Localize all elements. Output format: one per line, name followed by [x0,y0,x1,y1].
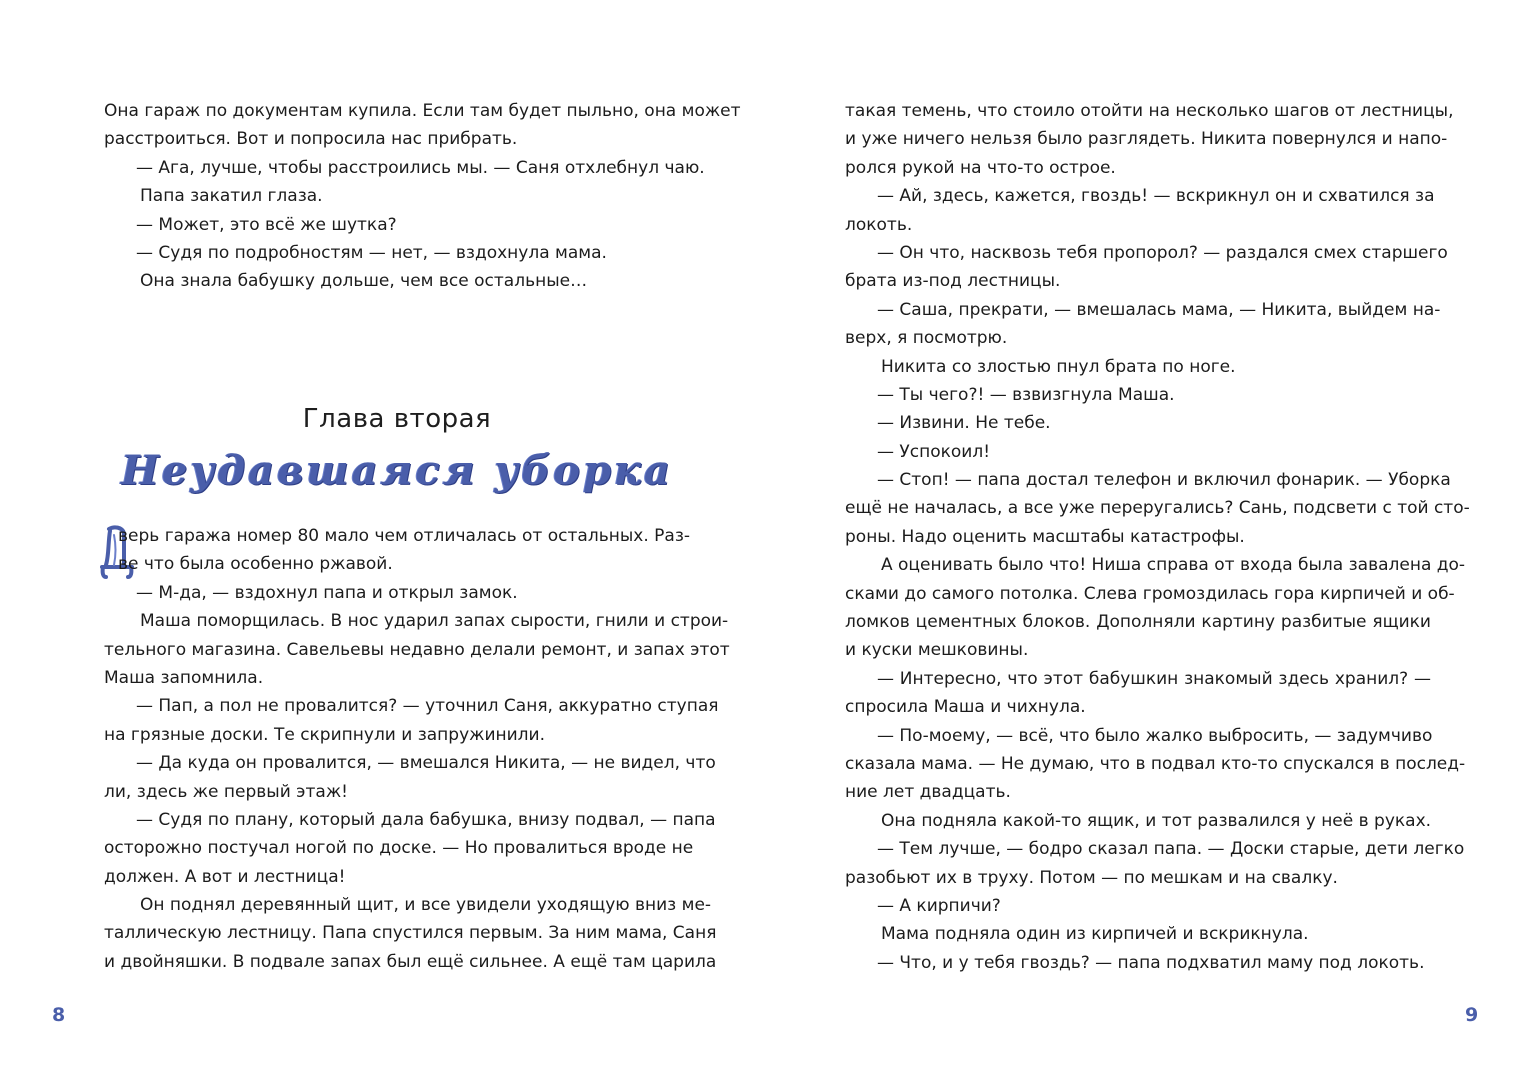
text-line: — Судя по подробностям — нет, — вздохнула мама. [136,242,607,263]
text-line: ролся рукой на что-то острое. [845,157,1116,178]
chapter-label: Глава вторая [302,404,492,434]
text-line: — Да куда он провалится, — вмешался Никита, — не видел, что [136,753,716,774]
text-line: — Тем лучше, — бодро сказал папа. — Доски старые, дети легко [877,839,1465,860]
text-line: ли, здесь же первый этаж! [104,781,348,802]
text-line: ве что была особенно ржавой. [118,554,393,575]
text-line: Она подняла какой-то ящик, и тот развалился у неё в руках. [881,810,1432,831]
text-line: спросила Маша и чихнула. [845,697,1086,718]
text-line: — А кирпичи? [877,895,1001,916]
text-line: Никита со злостью пнул брата по ноге. [881,356,1236,377]
text-line: такая темень, что стоило отойти на несколько шагов от лестницы, [845,101,1454,121]
text-line: Он поднял деревянный щит, и все увидели уходящую вниз ме- [140,895,712,916]
text-line: — Ага, лучше, чтобы расстроились мы. — Саня отхлебнул чаю. [136,157,705,178]
text-line: верх, я посмотрю. [845,328,1008,349]
text-line: осторожно постучал ногой по доске. — Но провалиться вроде не [104,838,694,859]
left-top-text [104,97,741,296]
text-line: тельного магазина. Савельевы недавно делали ремонт, и запах этот [104,639,730,660]
text-line: ние лет двадцать. [845,782,1011,803]
text-line: — Ай, здесь, кажется, гвоздь! — вскрикнул он и схватился за [877,186,1435,207]
text-line: — Успокоил! [877,441,991,462]
left-page [0,0,764,1080]
text-line: — Может, это всё же шутка? [136,214,397,235]
text-line: — Ты чего?! — взвизгнула Маша. [877,384,1175,405]
text-line: должен. А вот и лестница! [104,866,346,887]
text-line: — Он что, насквозь тебя пропорол? — раздался смех старшего [877,242,1448,263]
text-line: — Саша, прекрати, — вмешалась мама, — Никита, выйдем на- [877,299,1441,320]
text-line: локоть. [845,214,913,235]
text-line: — Судя по плану, который дала бабушка, внизу подвал, — папа [136,809,716,830]
text-line: Мама подняла один из кирпичей и вскрикнула. [881,924,1309,945]
chapter-title: Неудавшаяся уборка [121,447,673,494]
text-line: А оценивать было что! Ниша справа от входа была завалена до- [881,555,1466,576]
text-line: и двойняшки. В подвале запах был ещё сильнее. А ещё там царила [104,951,717,972]
text-line: расстроиться. Вот и попросила нас прибрать. [104,129,518,150]
text-line: разобьют их в труху. Потом — по мешкам и на свалку. [845,867,1338,888]
text-line: роны. Надо оценить масштабы катастрофы. [845,526,1245,547]
right-page [765,0,1529,1080]
text-line: верь гаража номер 80 мало чем отличалась от остальных. Раз- [118,526,690,546]
text-line: сками до самого потолка. Слева громоздилась гора кирпичей и об- [845,583,1455,604]
text-line: Она гараж по документам купила. Если там будет пыльно, она может [104,101,741,121]
text-line: Она знала бабушку дольше, чем все остальные… [140,271,588,292]
text-line: ломков цементных блоков. Дополняли картину разбитые ящики [845,612,1431,633]
text-line: — М-да, — вздохнул папа и открыл замок. [136,582,518,603]
text-line: сказала мама. — Не думаю, что в подвал кто-то спускался в послед- [845,753,1466,774]
text-line: — Стоп! — папа достал телефон и включил фонарик. — Уборка [877,470,1451,491]
text-line: на грязные доски. Те скрипнули и запружинили. [104,724,545,745]
text-line: — По-моему, — всё, что было жалко выбросить, — задумчиво [877,725,1433,746]
text-line: Маша запомнила. [104,667,264,688]
text-line: Папа закатил глаза. [140,186,323,207]
left-body-text [104,522,730,976]
text-line: ещё не началась, а все уже переругались? Сань, подсвети с той сто- [845,498,1470,519]
text-line: — Интересно, что этот бабушкин знакомый здесь хранил? — [877,668,1431,689]
page-number: 8 [52,1004,66,1026]
text-line: — Извини. Не тебе. [877,413,1051,434]
page-number: 9 [1465,1004,1479,1026]
right-body-text [845,97,1470,977]
text-line: Маша поморщилась. В нос ударил запах сырости, гнили и строи- [140,611,729,632]
text-line: — Пап, а пол не провалится? — уточнил Саня, аккуратно ступая [136,696,719,717]
text-line: брата из-под лестницы. [845,271,1061,292]
text-line: и куски мешковины. [845,640,1029,661]
text-line: — Что, и у тебя гвоздь? — папа подхватил маму под локоть. [877,952,1425,973]
text-line: и уже ничего нельзя было разглядеть. Никита повернулся и напо- [845,129,1448,150]
text-line: таллическую лестницу. Папа спустился первым. За ним мама, Саня [104,923,717,944]
